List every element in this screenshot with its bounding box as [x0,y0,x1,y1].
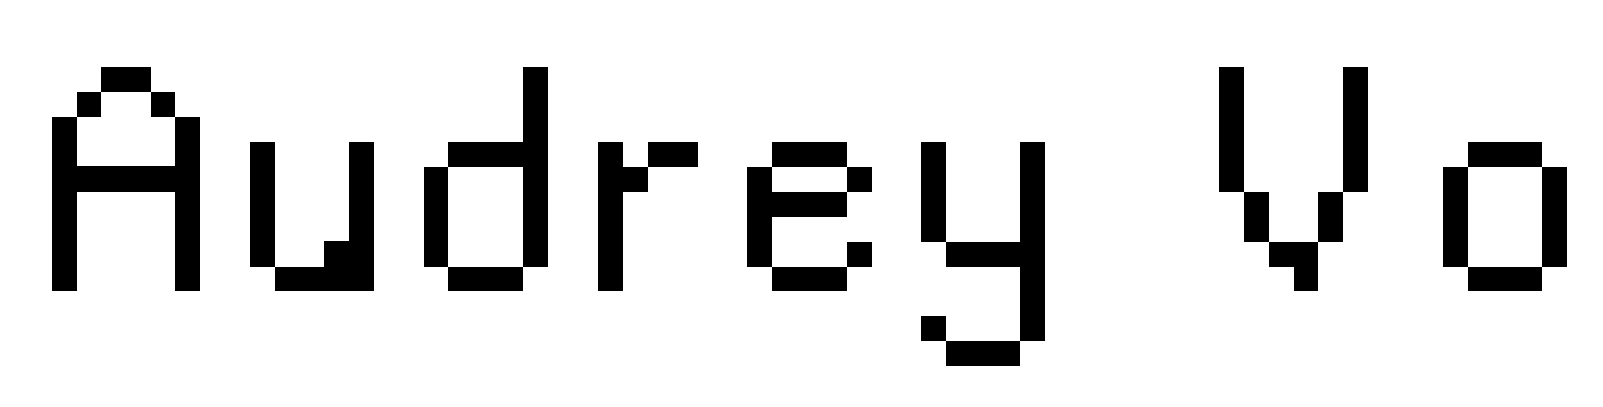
glyph-stroke [772,142,847,167]
glyph-stroke [77,166,175,192]
glyph-e [747,142,872,291]
glyph-stroke [1294,267,1318,291]
glyph-stroke [1468,267,1542,291]
glyph-stroke [52,117,77,291]
glyph-stroke [1542,167,1567,267]
glyph-stroke [648,142,698,167]
glyph-u [250,142,374,291]
glyph-stroke [946,341,1020,366]
glyph-stroke [921,316,946,341]
glyph-stroke [448,267,523,291]
glyph-stroke [275,267,349,291]
glyph-stroke [1244,192,1269,242]
glyph-stroke [175,117,200,291]
glyph-stroke [151,92,175,117]
glyph-o [1443,142,1567,291]
glyph-stroke [772,267,847,291]
glyph-stroke [747,167,772,267]
glyph-stroke [349,142,374,291]
glyph-stroke [424,167,448,267]
glyph-stroke [324,241,349,267]
glyph-stroke [1343,67,1368,192]
glyph-V [1219,67,1368,291]
glyph-stroke [598,142,623,291]
glyph-stroke [1443,167,1468,267]
glyph-stroke [1318,192,1343,242]
glyph-stroke [623,167,648,192]
glyph-stroke [1020,142,1045,341]
glyph-stroke [101,67,151,92]
glyph-stroke [921,142,946,242]
glyph-A [52,67,200,291]
glyph-stroke [448,142,523,167]
glyph-r [598,142,698,291]
glyph-stroke [523,67,548,267]
glyph-stroke [847,167,872,192]
glyph-stroke [847,242,872,267]
glyph-stroke [1468,142,1542,167]
glyph-stroke [946,242,1020,267]
glyph-stroke [1294,242,1318,267]
glyph-stroke [1269,242,1294,267]
glyph-stroke [1219,67,1244,192]
glyph-y [921,142,1045,366]
glyph-stroke [772,192,847,217]
glyph-d [424,67,548,291]
glyph-stroke [77,92,101,117]
glyph-stroke [250,142,275,267]
